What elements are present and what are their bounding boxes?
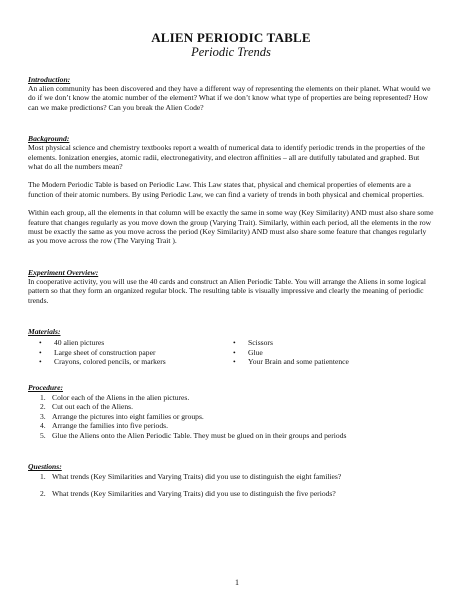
background-paragraph-1: Most physical science and chemistry textbooks report a wealth of numerical data to identify periodic trends in the properties of the elements. Ionization energies, atomic radii, electronegativity, and electron affinities – all are dutifully tabulated and graphed. But what do all the numbers mean? [28,143,425,172]
materials-item: • Your Brain and some patientence [222,357,349,367]
questions-heading: Questions: [28,461,62,471]
question-text: What trends (Key Similarities and Varying Traits) did you use to distinguish the eight families? [52,471,342,481]
step-text: Cut out each of the Aliens. [52,402,133,412]
step-number: 3. [40,411,46,421]
overview-text: In cooperative activity, you will use the 40 cards and construct an Alien Periodic Table. You will arrange the Aliens in some logical pattern so that they form an organized regular block. The resulting table is visually impressive and clearly the meaning of periodic trends. [28,276,427,305]
background-paragraph-3: Within each group, all the elements in that column will be exactly the same in some way (Key Similarity) AND must also share some feature that changes regularly as you move down the group (Varying Trait). Similarly, within each period, all the elements in the row must be exactly the same as you move across the period (Key Similarity) AND must also share some feature that changes regularly as you move across the row (The Varying Trait ). [28,208,434,246]
step-text: Arrange the pictures into eight families or groups. [52,411,204,421]
step-number: 1. [40,392,46,402]
step-text: Color each of the Aliens in the alien pictures. [52,392,190,402]
materials-list [28,338,434,367]
materials-right-column [222,338,349,367]
materials-item: • Scissors [222,338,349,348]
step-number: 4. [40,421,46,431]
background-paragraph-2: The Modern Periodic Table is based on Periodic Law. This Law states that, physical and chemical properties of elements are a function of their atomic numbers. By using Periodic Law, we can find a variety of trends in both physical and chemical properties. [28,180,424,199]
materials-item: • 40 alien pictures [28,338,222,348]
procedure-step [28,393,434,402]
question-number: 2. [40,489,46,499]
procedure-step [28,402,434,411]
background-heading: Background: [28,134,70,144]
step-text: Arrange the families into five periods. [52,421,168,431]
procedure-step [28,431,434,440]
materials-item: • Glue [222,348,349,358]
materials-item: • Large sheet of construction paper [28,348,222,358]
step-number: 2. [40,402,46,412]
step-text: Glue the Aliens onto the Alien Periodic Table. They must be glued on in their groups and periods [52,430,347,440]
questions-list [28,472,434,499]
materials-item: • Crayons, colored pencils, or markers [28,357,222,367]
step-number: 5. [40,430,46,440]
overview-heading: Experiment Overview: [28,267,99,277]
introduction-heading: Introduction: [28,75,71,84]
procedure-step [28,412,434,421]
question-number: 1. [40,471,46,481]
materials-heading: Materials: [28,327,61,337]
procedure-list [28,393,434,440]
introduction-text: An alien community has been discovered and they have a different way of representing the elements on their planet. What would we do if we don’t know the atomic number of the element? What if we don’t know what type of properties are being represented? How can we make predictions? Can you break the Alien Code? [28,84,431,112]
question-item [28,472,434,481]
procedure-step [28,421,434,430]
document-title: ALIEN PERIODIC TABLE [151,30,311,45]
page-number: 1 [235,578,239,587]
question-text: What trends (Key Similarities and Varying Traits) did you use to distinguish the five periods? [52,489,336,499]
question-item [28,489,434,498]
materials-left-column [28,338,222,367]
document-subtitle: Periodic Trends [191,45,271,59]
procedure-heading: Procedure: [28,382,64,392]
